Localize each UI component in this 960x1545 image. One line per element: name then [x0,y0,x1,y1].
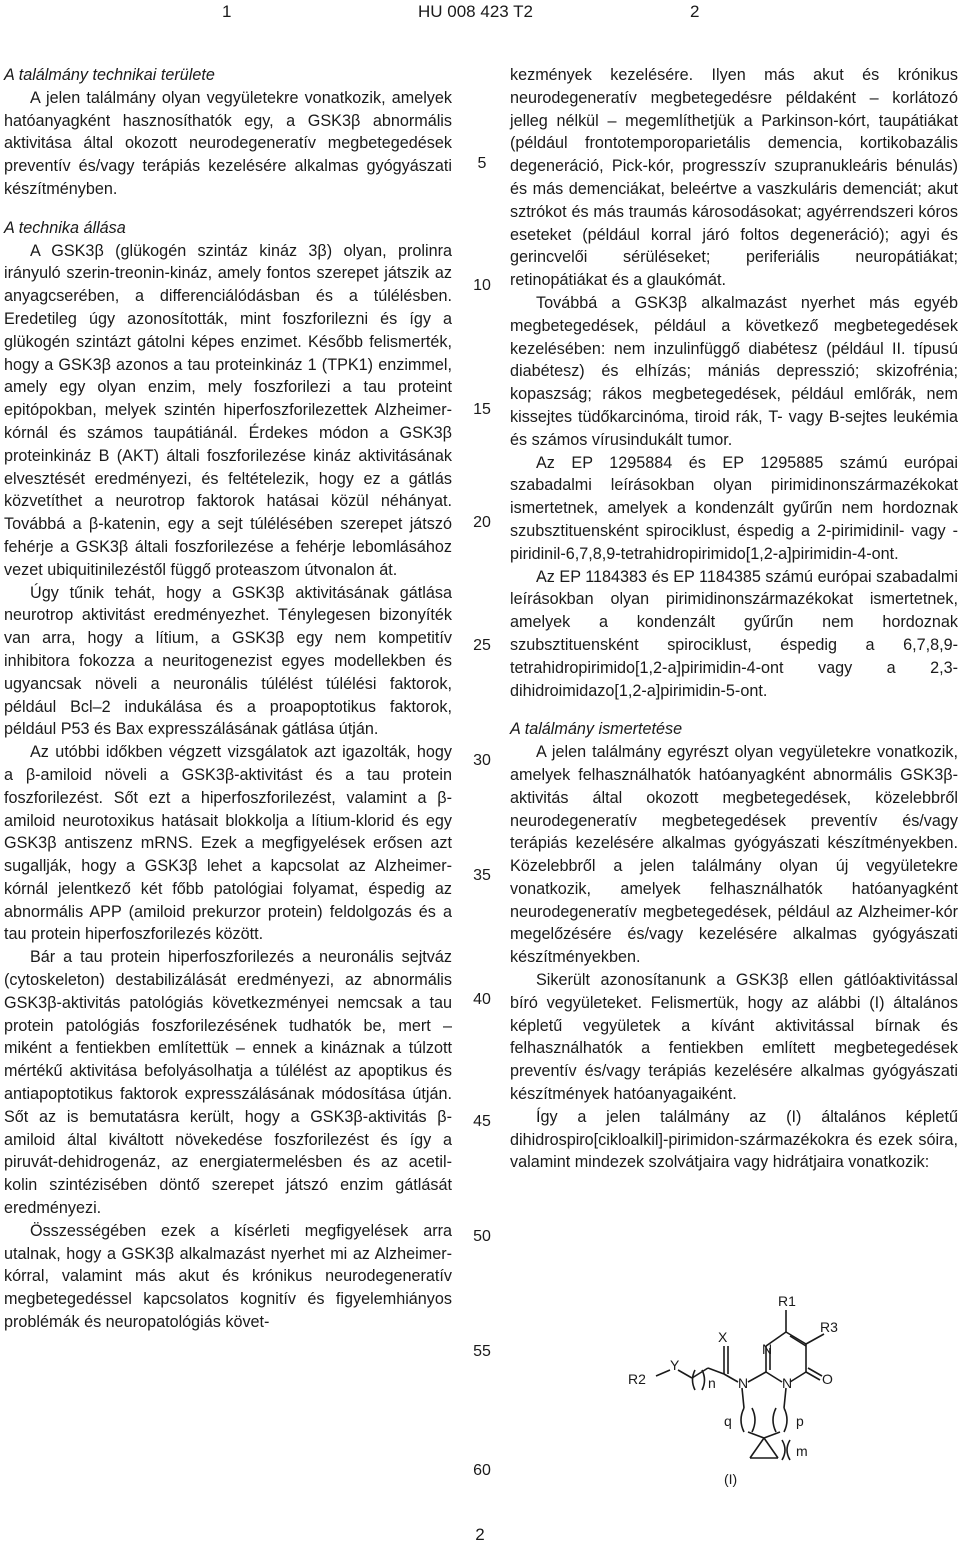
section-gap [4,201,452,217]
paragraph-continuation: kezmények kezelésére. Ilyen más akut és krónikus neurodegeneratív megbetegedésre példaként – korlátozó jelleg nélkül – megemlíthetjük a Parkinson-kórt, taupátiákat (például frontotemporoparietális demencia, kortikobazális degeneráció, Pick-kór, progresszív szupranukleáris bénulás) és más demenciákat, beleértve a vaszkuláris demenciát; akut sztrókot és más traumás károsodásokat; agyérrendszeri kóros eseteket (például korral járó foltos degeneráció); agyi és gerincvelői sérüléseket; periferiális neuropátiákat; retinopátiákat és a glaukómát. [510,66,958,290]
header-right-page-number: 2 [690,2,700,21]
paragraph: Úgy tűnik tehát, hogy a GSK3β aktivitásának gátlása neurotrop aktivitást eredményezhet. Ténylegesen bizonyíték van arra, hogy a lítium, a GSK3β egy nem kompetitív inhibitora fokozza a neuritogenezist egyes modellekben és ugyancsak növeli a neuronális túlélést túlélési faktorok, például Bcl–2 indukálása és a proapoptotikus faktorok, például P53 és Bax expresszálásának gátlása útján. [4,583,452,739]
line-number: 25 [473,637,491,654]
paragraph: A jelen találmány olyan vegyületekre vonatkozik, amelyek hatóanyagként hasznosíthatók egy, a GSK3β abnormális aktivitása által okozott neurodegeneratív megbetegedések preventív és/vagy terápiás kezelésére alkalmas gyógyászati készítményben. [4,88,452,198]
footer-page-number: 2 [475,1525,485,1544]
right-column [510,64,958,1174]
formula-label-x: X [718,1329,728,1345]
line-number: 55 [473,1343,491,1360]
paragraph: A GSK3β (glükogén szintáz kináz 3β) olyan, prolinra irányuló szerin-treonin-kináz, amely fontos szerepet játszik az anyagcserében, a differenciálódásban és a túlélésben. Eredetileg úgy azonosították, mint foszforilezni és így a glükogén szintázt gátolni képes enzimet. Később felismerték, hogy a GSK3β azonos a tau proteinkináz 1 (TPK1) enzimmel, amely egy olyan enzim, mely foszforilezi a tau proteint epitópokban, melyek szintén hiperfoszforilezettek Alzheimer-kórnál és számos taupátiánál. Érdekes módon a GSK3β proteinkináz B (AKT) általi foszforilezése kináz aktivitásának elvesztését eredményezi, és feltételezik, hogy ez a gátlás közvetíthet a neurotrop faktorok hatásai közül néhányat. Továbbá a β-katenin, egy a sejt túlélésében szerepet játszó fehérje a GSK3β általi foszforilezése a fehérje lebomlásához vezet ubiquitinilezéstől függő proteaszom útvonalon át. [4,241,452,579]
paragraph: Így a jelen találmány az (I) általános képletű dihidrospiro[cikloalkil]-pirimidon-származékokra és ezek sóira, valamint mindezek szolvátjaira vagy hidrátjaira vonatkozik: [510,1107,958,1172]
section-heading: A technika állása [4,218,126,237]
line-number: 60 [473,1462,491,1479]
formula-label-r1: R1 [778,1293,796,1309]
section-heading: A találmány ismertetése [510,720,683,739]
paragraph: Bár a tau protein hiperfoszforilezés a neuronális sejtváz (cytoskeleton) destabilizálását eredményezi, az abnormális GSK3β-aktivitás patológiás következményei nemcsak a tau protein patológiás foszforilezésének tudhatók be, mert – miként a fentiekben említettük – ennek a kináznak a túlzott mértékű aktivitása befolyásolhatja a túlélést az apoptikus és antiapoptotikus faktorok expresszálásának módosítása útján. Sőt az is bemutatásra került, hogy a GSK3β-aktivitás β-amiloid által kiváltott növekedése foszforilezést és így a piruvát-dehidrogenáz, az energiatermelésben és az acetil-kolin szintézisében döntő szerepet játszó enzim gátlását eredményezi. [4,948,452,1218]
paragraph: Sikerült azonosítanunk a GSK3β ellen gátlóaktivitással bíró vegyületeket. Felismertük, hogy az alábbi (I) általános képletű vegyületek a kívánt aktivitással bírnak és felhasználhatók a fentiekben említett megbetegedések preventív és/vagy terápiás kezelésére alkalmas gyógyászati készítmények hatóanyagaiként. [510,971,958,1104]
line-number: 10 [473,277,491,294]
formula-label-m: m [796,1443,808,1459]
paragraph: Az EP 1184383 és EP 1184385 számú európai szabadalmi leírásokban olyan pirimidinonszármazékokat ismertetnek, amelyek a kondenzált gyűrűn nem hordoznak szubsztituensként spirociklust, éspedig a 6,7,8,9-tetrahidropirimido[1,2-a]pirimidin-4-ont vagy a 2,3-dihidroimidazo[1,2-a]pirimidin-5-ont. [510,567,958,700]
formula-label-n: n [708,1375,716,1391]
formula-label-r2: R2 [628,1371,646,1387]
formula-label-y: Y [670,1357,680,1373]
line-number: 50 [473,1228,491,1245]
line-number: 45 [473,1113,491,1130]
formula-label-n-right: N [782,1375,793,1391]
header-document-number: HU 008 423 T2 [418,2,533,21]
line-number: 40 [473,991,491,1008]
left-column [4,64,452,1334]
formula-label-r3: R3 [820,1319,838,1335]
formula-label-q: q [724,1413,732,1429]
paragraph: Az EP 1295884 és EP 1295885 számú európai szabadalmi leírásokban olyan pirimidinonszármazékokat ismertetnek, amelyek a kondenzált gyűrűn nem hordoznak szubsztituensként spirociklust, éspedig a 2-pirimidinil- vagy -piridinil-6,7,8,9-tetrahidropirimido[1,2-a]pirimidin-4-ont. [510,453,958,563]
paragraph: A jelen találmány egyrészt olyan vegyületekre vonatkozik, amelyek felhasználhatók hatóanyagként abnormális GSK3β-aktivitás által okozott megbetegedések, közelebbről neurodegeneratív megbetegedések preventív és/vagy terápiás kezelésére alkalmas gyógyászati készítményekben. Közelebbről a jelen találmány olyan új vegyületekre vonatkozik, amelyek felhasználhatók hatóanyagként neurodegeneratív megbetegedések, például az Alzheimer-kór megelőzésére és/vagy kezelésére alkalmas gyógyászati készítményekben. [510,743,958,967]
line-number: 5 [477,155,487,172]
paragraph: Összességében ezek a kísérleti megfigyelések arra utalnak, hogy a GSK3β alkalmazást nyerhet mi az Alzheimer-kórral, valamint más akut és krónikus neurodegeneratív megbetegedéssel kapcsolatos kognitív és figyelemhiányos problémák és neuropatológiás követ- [4,1221,452,1332]
formula-label-n-top: N [762,1341,773,1357]
line-number: 15 [473,401,491,418]
line-number: 35 [473,867,491,884]
line-number: 20 [473,514,491,531]
formula-label-o: O [822,1371,833,1387]
formula-label-n-left: N [738,1375,749,1391]
formula-caption: (I) [724,1471,738,1487]
paragraph: Továbbá a GSK3β alkalmazást nyerhet más egyéb megbetegedések, például a következő megbetegedések kezelésében: nem inzulinfüggő diabétesz (például II. típusú diabétesz) és elhízás; mániás depresszió; skizofrénia; kopaszság; rákos megbetegedések, például emlőrák, nem kissejtes tüdőkarcinóma, tiroid rák, T- vagy B-sejtes leukémia és számos vírusindukált tumor. [510,293,958,449]
section-gap [510,702,958,718]
line-number: 30 [473,752,491,769]
header-left-page-number: 1 [222,2,232,21]
section-heading: A találmány technikai területe [4,66,215,84]
chemical-structure-formula-i [620,1288,850,1488]
paragraph: Az utóbbi időkben végzett vizsgálatok azt igazolták, hogy a β-amiloid növeli a GSK3β-aktivitást és a tau protein foszforilezést. Sőt ezt a hiperfoszforilezést, valamint a β-amiloid neurotoxikus hatásait blokkolja a lítium-klorid és egy GSK3β antiszenz mRNS. Ezek a megfigyelések erősen azt sugallják, hogy a GSK3β lehet a kapcsolat az Alzheimer-kórnál jelentkező két főbb patológiai folyamat, éspedig az abnormális APP (amiloid prekurzor protein) feldolgozás és a tau protein hiperfoszforilezés között. [4,743,452,944]
formula-label-p: p [796,1413,804,1429]
